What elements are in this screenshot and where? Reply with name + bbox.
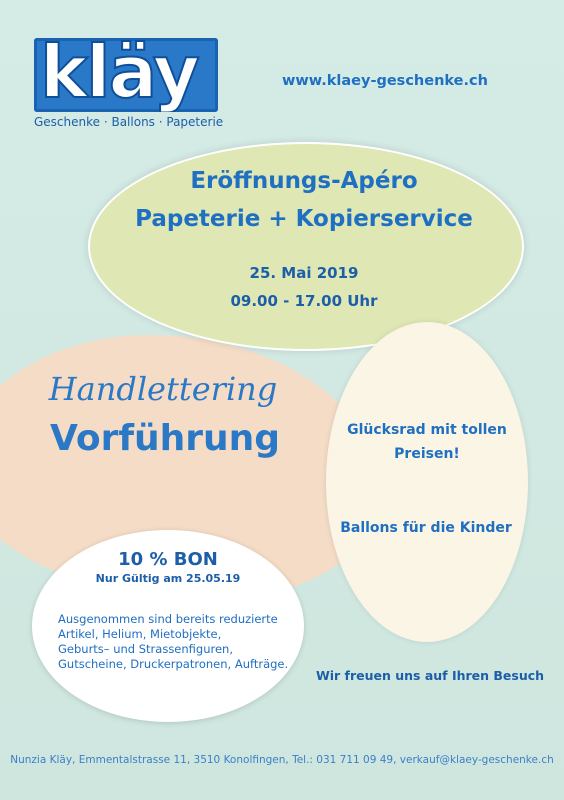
- footer-contact: Nunzia Kläy, Emmentalstrasse 11, 3510 Konolfingen, Tel.: 031 711 09 49, verkauf@klaey-geschenke.ch: [10, 754, 554, 766]
- event-time: 09.00 - 17.00 Uhr: [230, 292, 378, 310]
- bon-title: 10 % BON: [118, 549, 218, 570]
- logo-tagline: Geschenke · Ballons · Papeterie: [34, 115, 224, 129]
- closing-message: Wir freuen uns auf Ihren Besuch: [315, 668, 545, 683]
- bon-validity: Nur Gültig am 25.05.19: [95, 572, 241, 585]
- headline-title: Eröffnungs-Apéro: [190, 168, 418, 194]
- logo-box: [34, 38, 218, 112]
- event-date: 25. Mai 2019: [249, 264, 359, 282]
- wheel-of-fortune-line1: Glücksrad mit tollen: [347, 422, 507, 438]
- bon-exclusion-line: Ausgenommen sind bereits reduzierte: [58, 612, 278, 626]
- bon-exclusion-line: Geburts– und Strassenfiguren,: [58, 642, 233, 656]
- bon-exclusions: [58, 612, 298, 672]
- extras-oval: [326, 322, 528, 642]
- wheel-of-fortune-line2: Preisen!: [394, 446, 460, 462]
- headline-subtitle: Papeterie + Kopierservice: [135, 206, 473, 232]
- lettering-title: Handlettering: [48, 370, 278, 408]
- bon-exclusion-line: Gutscheine, Druckerpatronen, Aufträge.: [58, 657, 289, 671]
- bon-exclusion-line: Artikel, Helium, Mietobjekte,: [58, 627, 222, 641]
- logo: [34, 38, 224, 129]
- website-link[interactable]: www.klaey-geschenke.ch: [282, 73, 488, 89]
- logo-brand: kläy: [40, 38, 198, 112]
- lettering-subtitle: Vorführung: [49, 418, 281, 459]
- balloons-text: Ballons für die Kinder: [340, 520, 512, 536]
